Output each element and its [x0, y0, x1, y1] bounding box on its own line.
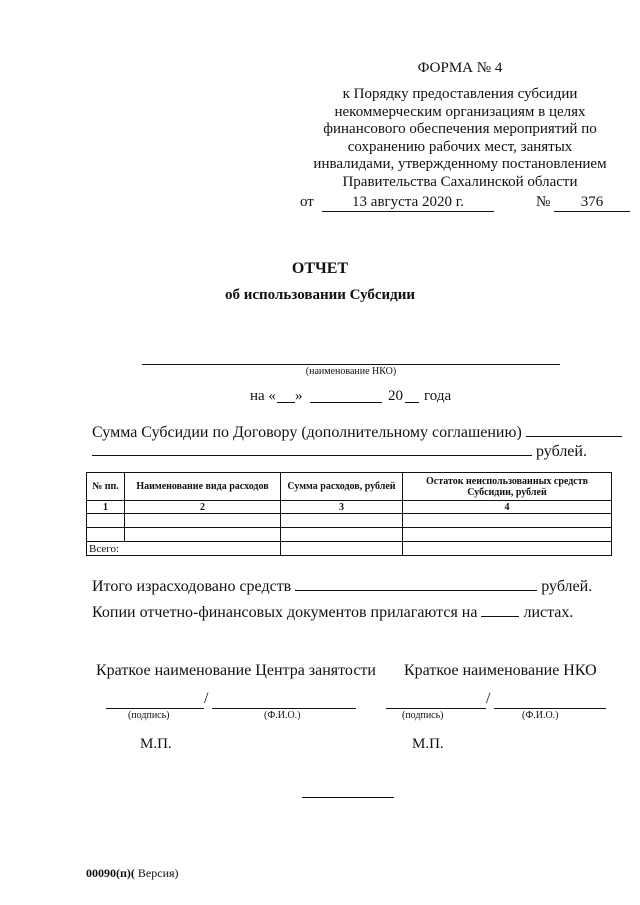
- table-cell[interactable]: [281, 528, 403, 542]
- table-column-numbers-row: [87, 501, 612, 514]
- form-subtitle: [290, 86, 630, 191]
- left-stamp-place: М.П.: [140, 736, 172, 752]
- report-title: ОТЧЕТ: [291, 260, 349, 277]
- copies-line: [92, 604, 573, 622]
- date-prefix: от: [300, 194, 314, 210]
- nko-name-field[interactable]: [142, 364, 560, 365]
- left-signature-slash: /: [204, 690, 209, 707]
- form-subtitle-line: Правительства Сахалинской области: [342, 173, 578, 190]
- number-prefix: №: [536, 194, 551, 210]
- document-code: 00090(п)(: [86, 866, 135, 880]
- table-cell[interactable]: [403, 514, 612, 528]
- period-century: 20: [388, 388, 403, 404]
- copies-label: Копии отчетно-финансовых документов прилагаются на: [92, 604, 478, 621]
- table-total-row: [87, 542, 612, 556]
- period-suffix: года: [424, 388, 452, 404]
- subsidy-sum-continuation: [92, 443, 604, 461]
- right-signature-field[interactable]: [386, 690, 486, 709]
- left-name-caption: (Ф.И.О.): [264, 710, 301, 721]
- left-name-field[interactable]: [212, 690, 356, 709]
- table-header-row: [87, 473, 612, 501]
- nko-title: Краткое наименование НКО: [404, 662, 597, 679]
- table-cell[interactable]: [87, 514, 125, 528]
- table-cell[interactable]: [87, 528, 125, 542]
- employment-center-title: Краткое наименование Центра занятости: [96, 662, 376, 679]
- table-cell[interactable]: [125, 514, 281, 528]
- period-close-quote: »: [295, 388, 303, 404]
- copies-unit: листах.: [523, 604, 574, 621]
- resolution-number: 376: [554, 194, 630, 212]
- form-subtitle-line: финансового обеспечения мероприятий по: [323, 121, 597, 137]
- form-subtitle-line: некоммерческим организациям в целях: [334, 103, 586, 120]
- left-signature-field[interactable]: [106, 690, 204, 709]
- table-cell[interactable]: [281, 514, 403, 528]
- form-subtitle-line: к Порядку предоставления субсидии: [342, 86, 578, 102]
- period-day-field[interactable]: [277, 388, 295, 403]
- total-remainder-cell[interactable]: [403, 542, 612, 556]
- table-cell[interactable]: [125, 528, 281, 542]
- table-cell[interactable]: [403, 528, 612, 542]
- report-subtitle: об использовании Субсидии: [224, 287, 416, 303]
- spent-total-line: [92, 578, 592, 596]
- col-header-remainder: Остаток неиспользованных средств Субсидии, рублей: [403, 473, 612, 501]
- col-header-expense-sum: Сумма расходов, рублей: [281, 473, 403, 501]
- right-signature-slash: /: [486, 690, 491, 707]
- report-table: [86, 472, 612, 556]
- resolution-date-line: [300, 194, 640, 214]
- period-prefix: на «: [250, 388, 276, 404]
- right-name-caption: (Ф.И.О.): [522, 710, 559, 721]
- subsidy-sum-unit: рублей.: [536, 443, 587, 460]
- subsidy-sum-line: [92, 424, 622, 442]
- table-row: [87, 528, 612, 542]
- col-number: 3: [281, 501, 403, 514]
- col-header-number: № пп.: [87, 473, 125, 501]
- copies-count-field[interactable]: [481, 604, 519, 617]
- nko-name-caption: (наименование НКО): [305, 366, 397, 377]
- subsidy-sum-field[interactable]: [526, 424, 622, 437]
- subsidy-sum-label: Сумма Субсидии по Договору (дополнительному соглашению): [92, 424, 522, 441]
- right-name-field[interactable]: [494, 690, 606, 709]
- form-subtitle-line: инвалидами, утвержденному постановлением: [313, 156, 607, 172]
- right-stamp-place: М.П.: [412, 736, 444, 752]
- left-signature-caption: (подпись): [128, 710, 170, 721]
- total-label: Всего:: [87, 542, 281, 556]
- document-version: [86, 866, 179, 881]
- period-month-field[interactable]: [310, 388, 382, 403]
- period-year-field[interactable]: [405, 388, 419, 403]
- table-row: [87, 514, 612, 528]
- version-label: Версия): [134, 866, 179, 880]
- spent-total-unit: рублей.: [541, 578, 593, 595]
- right-signature-caption: (подпись): [402, 710, 444, 721]
- spent-total-label: Итого израсходовано средств: [92, 578, 292, 595]
- col-number: 1: [87, 501, 125, 514]
- resolution-date: 13 августа 2020 г.: [322, 194, 494, 212]
- col-number: 2: [125, 501, 281, 514]
- form-number: ФОРМА № 4: [417, 60, 503, 76]
- col-header-expense-type: Наименование вида расходов: [125, 473, 281, 501]
- col-number: 4: [403, 501, 612, 514]
- subsidy-sum-field-2[interactable]: [92, 443, 532, 456]
- total-sum-cell[interactable]: [281, 542, 403, 556]
- divider-line: [302, 797, 394, 798]
- signature-block: [0, 690, 640, 750]
- spent-total-field[interactable]: [295, 578, 537, 591]
- form-subtitle-line: сохранению рабочих мест, занятых: [347, 138, 573, 155]
